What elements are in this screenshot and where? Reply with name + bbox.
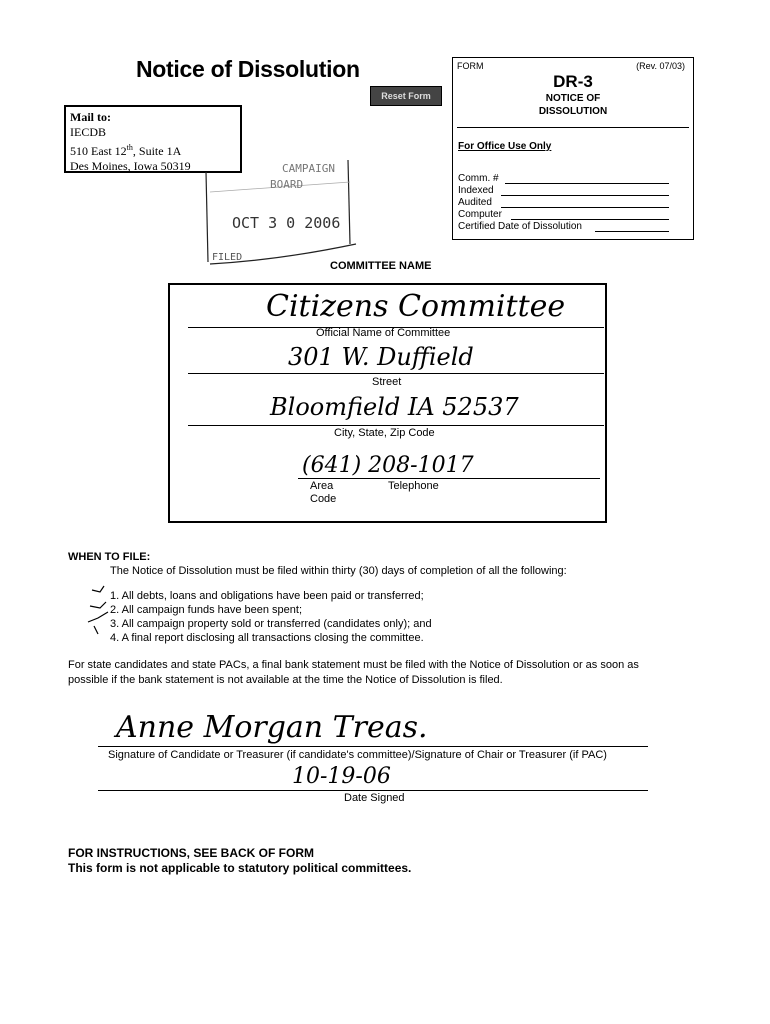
city-value[interactable]: Bloomfield IA 52537 xyxy=(270,393,519,421)
mail-line-1: IECDB xyxy=(70,125,106,139)
instructions-note: FOR INSTRUCTIONS, SEE BACK OF FORM xyxy=(68,846,314,860)
stamp-filed: FILED xyxy=(212,252,243,263)
office-field-certified: Certified Date of Dissolution xyxy=(458,221,582,232)
telephone-caption: Telephone xyxy=(388,480,439,492)
phone-value[interactable]: (641) 208-1017 xyxy=(302,453,474,478)
code-caption: Code xyxy=(310,493,337,505)
office-use-title: For Office Use Only xyxy=(458,141,552,152)
when-to-file-heading: WHEN TO FILE: xyxy=(68,551,151,563)
office-field-audited: Audited xyxy=(458,197,492,208)
office-field-computer: Computer xyxy=(458,209,502,220)
page-title: Notice of Dissolution xyxy=(136,56,360,82)
committee-name-value[interactable]: Citizens Committee xyxy=(266,289,566,324)
committee-name-label: COMMITTEE NAME xyxy=(330,260,432,272)
stamp-line-1: CAMPAIGN xyxy=(282,162,335,175)
signature-caption: Signature of Candidate or Treasurer (if candidate's committee)/Signature of Chair or Treasurer (if PAC) xyxy=(108,749,607,761)
divider xyxy=(457,127,689,128)
form-code: DR-3 xyxy=(553,72,593,91)
phone-line xyxy=(298,478,600,479)
city-caption: City, State, Zip Code xyxy=(334,427,435,439)
revision-label: (Rev. 07/03) xyxy=(636,61,685,71)
office-field-indexed: Indexed xyxy=(458,185,494,196)
stamp-line-2: BOARD xyxy=(270,178,304,191)
signature-line xyxy=(98,746,648,747)
form-label: FORM xyxy=(457,61,484,71)
received-stamp xyxy=(200,152,360,272)
applicability-note: This form is not applicable to statutory political committees. xyxy=(68,861,412,875)
when-intro: The Notice of Dissolution must be filed within thirty (30) days of completion of all the following: xyxy=(110,565,567,577)
list-item: 3. All campaign property sold or transferred (candidates only); and xyxy=(110,618,432,630)
office-field-line[interactable] xyxy=(501,207,669,208)
mail-to-heading: Mail to: xyxy=(70,110,111,124)
date-line xyxy=(98,790,648,791)
list-item: 1. All debts, loans and obligations have been paid or transferred; xyxy=(110,590,424,602)
area-caption: Area xyxy=(310,480,334,492)
bank-statement-line-2: possible if the bank statement is not available at the time the Notice of Dissolution is filed. xyxy=(68,674,503,686)
list-item: 4. A final report disclosing all transactions closing the committee. xyxy=(110,632,424,644)
mail-line-3: Des Moines, Iowa 50319 xyxy=(70,159,191,173)
signature-value[interactable]: Anne Morgan Treas. xyxy=(116,710,428,745)
street-value[interactable]: 301 W. Duffield xyxy=(288,343,474,371)
street-caption: Street xyxy=(372,376,402,388)
list-item: 2. All campaign funds have been spent; xyxy=(110,604,303,616)
date-signed-caption: Date Signed xyxy=(344,792,405,804)
form-subtitle: NOTICE OF DISSOLUTION xyxy=(538,93,608,117)
committee-name-caption: Official Name of Committee xyxy=(316,327,451,339)
office-field-line[interactable] xyxy=(595,231,669,232)
office-field-line[interactable] xyxy=(501,195,669,196)
bank-statement-line-1: For state candidates and state PACs, a final bank statement must be filed with the Notice of Dissolution or as soon as xyxy=(68,659,639,671)
committee-box xyxy=(168,283,607,523)
date-signed-value[interactable]: 10-19-06 xyxy=(292,764,391,789)
city-line xyxy=(188,425,604,426)
mail-line-2: 510 East 12th, Suite 1A xyxy=(70,143,182,158)
stamp-date: OCT 3 0 2006 xyxy=(232,214,341,232)
form-info-box xyxy=(452,57,694,240)
office-field-line[interactable] xyxy=(511,219,669,220)
office-field-line[interactable] xyxy=(505,183,669,184)
street-line xyxy=(188,373,604,374)
office-field-comm: Comm. # xyxy=(458,173,499,184)
reset-form-button[interactable]: Reset Form xyxy=(370,86,442,106)
